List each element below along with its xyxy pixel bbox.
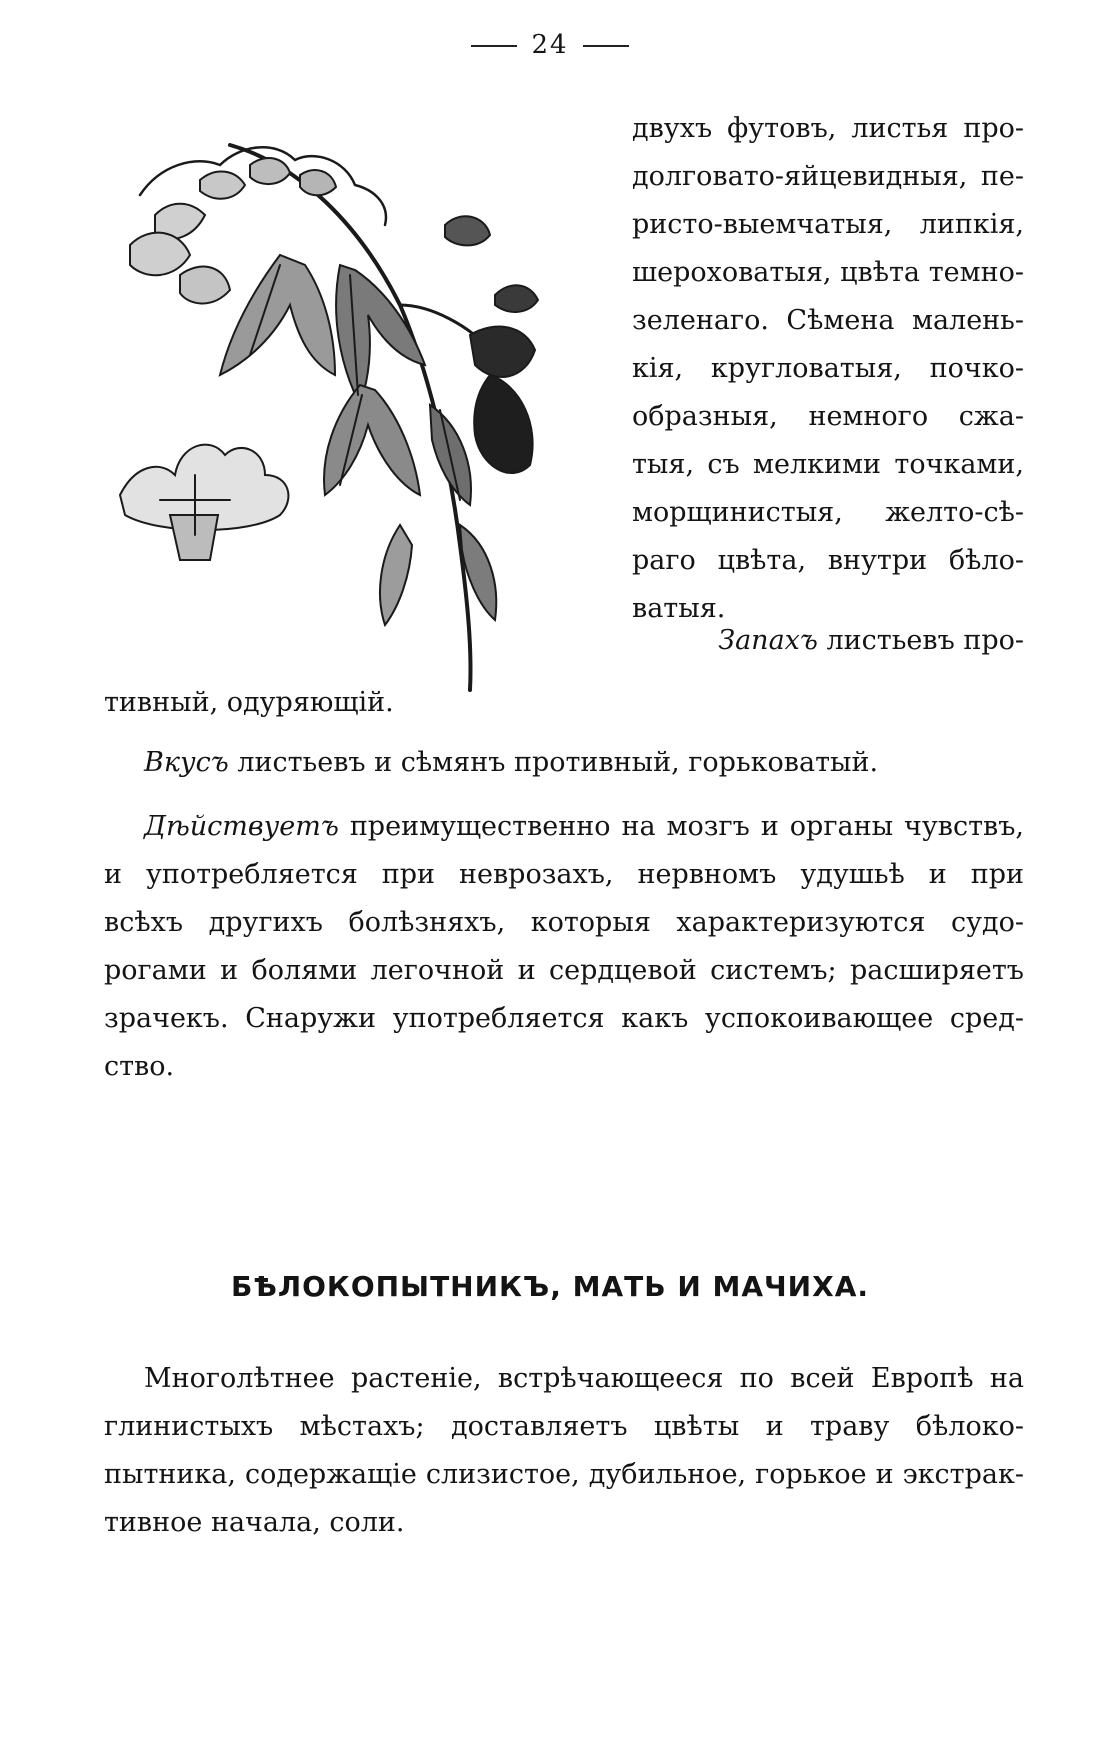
plant-text-line: морщинистыя, желто-сѣ-: [632, 497, 1024, 528]
section-text-line: тивное начала, соли.: [104, 1507, 405, 1538]
action-paragraph: [144, 810, 1024, 844]
taste-paragraph: [144, 746, 1024, 780]
plant-text-line: образныя, немного сжа-: [632, 401, 1024, 432]
plant-text-line: зеленаго. Сѣмена малень-: [632, 305, 1024, 336]
action-text-line: всѣхъ другихъ болѣзняхъ, которыя характеризуются судо-: [104, 907, 1024, 938]
section-text-line: пытника, содержащіе слизистое, дубильное, горькое и экстрак-: [104, 1459, 1024, 1490]
section-text-line: глинистыхъ мѣстахъ; доставляетъ цвѣты и траву бѣлоко-: [104, 1411, 1024, 1442]
plant-text-line: долговато-яйцевидныя, пе-: [632, 161, 1024, 192]
smell-text-line2: тивный, одуряющій.: [104, 687, 394, 718]
folio-dash-left: [471, 45, 517, 47]
plant-text-line: ристо-выемчатыя, липкія,: [632, 209, 1024, 240]
plant-text-line: раго цвѣта, внутри бѣло-: [632, 545, 1024, 576]
plant-text-line: двухъ футовъ, листья про-: [632, 113, 1024, 144]
page-number: [0, 30, 1100, 60]
plant-text-line: шероховатыя, цвѣта темно-: [632, 257, 1024, 288]
section-text-line: Многолѣтнее растеніе, встрѣчающееся по всей Европѣ на: [144, 1363, 1024, 1394]
plant-engraving: [100, 105, 620, 695]
plant-text-line: кія, кругловатыя, почко-: [632, 353, 1024, 384]
action-text-line: рогами и болями легочной и сердцевой системъ; расширяетъ: [104, 955, 1024, 986]
plant-text-line: тыя, съ мелкими точками,: [632, 449, 1024, 480]
smell-text: листьевъ про-: [817, 625, 1024, 656]
action-text-line: ство.: [104, 1051, 175, 1082]
smell-lead: Запахъ: [718, 625, 818, 656]
taste-text: листьевъ и сѣмянъ противный, горьковатый.: [228, 747, 879, 778]
action-text-line: зрачекъ. Снаружи употребляется какъ успокоивающее сред-: [104, 1003, 1024, 1034]
plant-text-line: ватыя.: [632, 593, 726, 624]
action-text-line: и употребляется при неврозахъ, нервномъ удушьѣ и при: [104, 859, 1024, 890]
taste-lead: Вкусъ: [144, 747, 229, 778]
action-text: преимущественно на мозгъ и органы чувствъ,: [338, 811, 1024, 842]
action-lead: Дѣйствуетъ: [144, 811, 339, 842]
page-number-text: 24: [531, 30, 569, 60]
folio-dash-right: [583, 45, 629, 47]
section-title: БѢЛОКОПЫТНИКЪ, МАТЬ И МАЧИХА.: [231, 1270, 869, 1303]
smell-paragraph: [672, 624, 1024, 658]
